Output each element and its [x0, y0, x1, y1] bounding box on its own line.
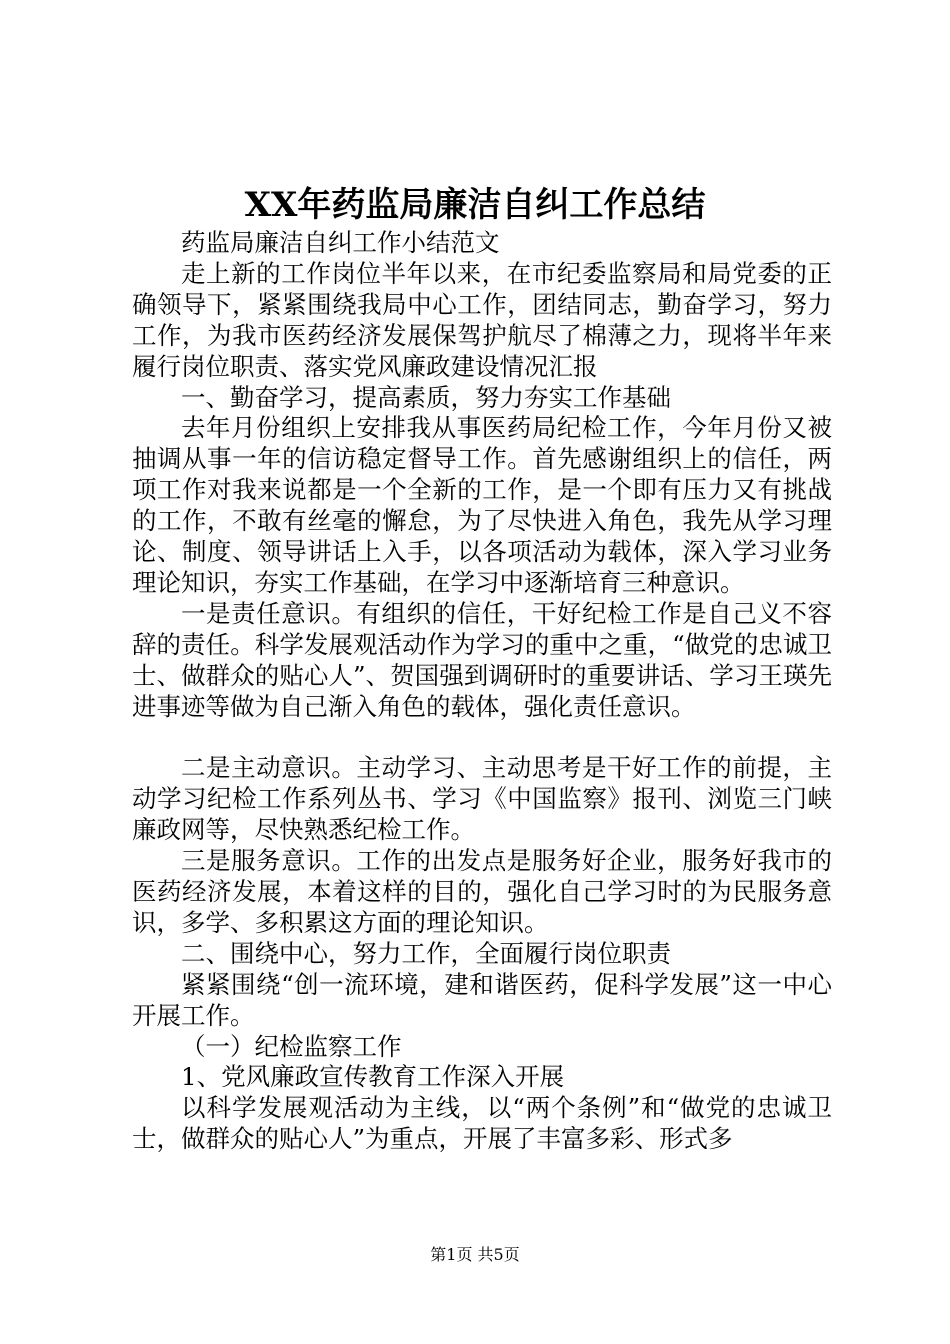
paragraph-study: 去年月份组织上安排我从事医药局纪检工作，今年月份又被抽调从事一年的信访稳定督导工作。首先感谢组织上的信任，两项工作对我来说都是一个全新的工作，是一个即有压力又有挑战的工作，不敢有丝毫的懈怠，为了尽快进入角色，我先从学习理论、制度、领导讲话上入手，以各项活动为载体，深入学习业务理论知识，夯实工作基础，在学习中逐渐培育三种意识。 — [132, 413, 832, 597]
paragraph-spacer — [132, 723, 832, 754]
paragraph-responsibility: 一是责任意识。有组织的信任，干好纪检工作是自己义不容辞的责任。科学发展观活动作为学习的重中之重，“做党的忠诚卫士、做群众的贴心人”、贺国强到调研时的重要讲话、学习王瑛先进事迹等做为自己渐入角色的载体，强化责任意识。 — [132, 598, 832, 721]
paragraph-subtitle: 药监局廉洁自纠工作小结范文 — [181, 228, 500, 257]
paragraph-education: 以科学发展观活动为主线，以“两个条例”和“做党的忠诚卫士，做群众的贴心人”为重点，开展了丰富多彩、形式多 — [132, 1093, 832, 1154]
document-title: XX年药监局廉洁自纠工作总结 — [244, 185, 706, 225]
section-heading-1: 一、勤奋学习，提高素质，努力夯实工作基础 — [181, 382, 671, 412]
subsection-heading-1: （一）纪检监察工作 — [181, 1031, 402, 1061]
paragraph-center-work: 紧紧围绕“创一流环境，建和谐医药，促科学发展”这一中心开展工作。 — [132, 969, 832, 1030]
paragraph-initiative: 二是主动意识。主动学习、主动思考是干好工作的前提，主动学习纪检工作系列丛书、学习《中国监察》报刊、浏览三门峡廉政网等，尽快熟悉纪检工作。 — [132, 753, 832, 845]
page-footer: 第1页 共5页 — [430, 1245, 520, 1264]
item-heading-1: 1、党风廉政宣传教育工作深入开展 — [181, 1062, 565, 1092]
paragraph-intro: 走上新的工作岗位半年以来，在市纪委监察局和局党委的正确领导下，紧紧围绕我局中心工作，团结同志，勤奋学习，努力工作，为我市医药经济发展保驾护航尽了棉薄之力，现将半年来履行岗位职责、落实党风廉政建设情况汇报 — [132, 258, 832, 381]
paragraph-service: 三是服务意识。工作的出发点是服务好企业，服务好我市的医药经济发展，本着这样的目的，强化自己学习时的为民服务意识，多学、多积累这方面的理论知识。 — [132, 846, 832, 937]
section-heading-2: 二、围绕中心，努力工作，全面履行岗位职责 — [181, 938, 671, 968]
document-body — [132, 228, 832, 1155]
